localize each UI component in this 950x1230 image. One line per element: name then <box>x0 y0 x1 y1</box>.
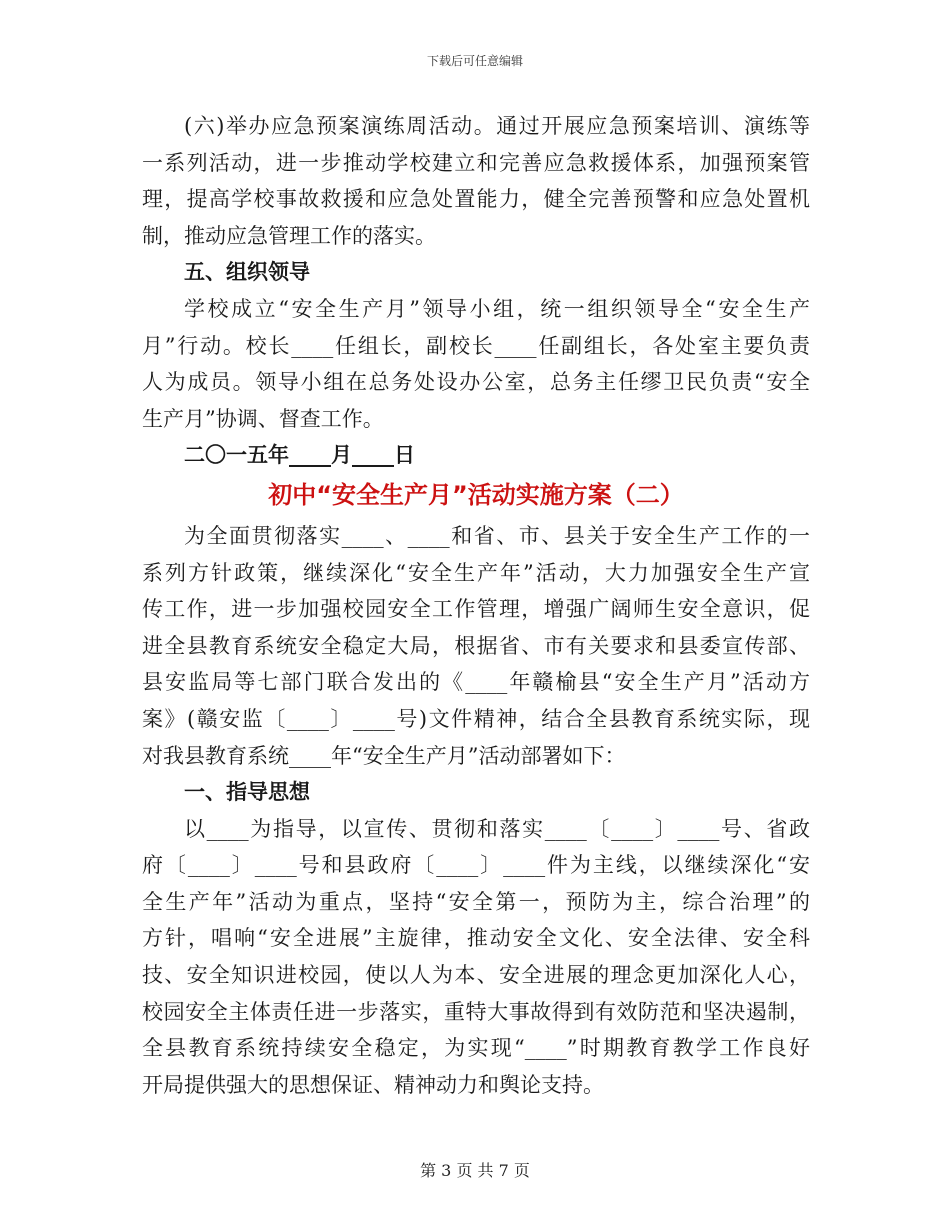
paragraph-line: 技、安全知识进校园，使以人为本、安全进展的理念更加深化人心， <box>142 963 810 988</box>
paragraph-line: 县安监局等七部门联合发出的《____年赣榆县“安全生产月”活动方 <box>142 670 810 695</box>
paragraph-line: 为全面贯彻落实____、____和省、市、县关于安全生产工作的一 <box>184 523 810 548</box>
paragraph-line: 案》(赣安监〔____〕____号)文件精神，结合全县教育系统实际，现 <box>142 706 810 731</box>
paragraph-line: 全县教育系统持续安全稳定，为实现“____”时期教育教学工作良好 <box>142 1036 810 1061</box>
paragraph-organization <box>142 291 810 437</box>
document-title: 初中“安全生产月”活动实施方案（二） <box>268 480 684 509</box>
paragraph-line: 人为成员。领导小组在总务处设办公室，总务主任缪卫民负责“安全 <box>142 370 810 395</box>
paragraph-line: 制，推动应急管理工作的落实。 <box>142 223 436 248</box>
paragraph-line: 传工作，进一步加强校园安全工作管理，增强广阔师生安全意识，促 <box>142 597 810 622</box>
paragraph-line: 月”行动。校长____任组长，副校长____任副组长，各处室主要负责 <box>142 333 810 358</box>
paragraph-intro <box>142 518 810 774</box>
page-header-note: 下载后可任意编辑 <box>426 54 523 68</box>
paragraph-line: 进全县教育系统安全稳定大局，根据省、市有关要求和县委宣传部、 <box>142 633 810 658</box>
document-body <box>142 108 810 1103</box>
paragraph-line: 以____为指导，以宣传、贯彻和落实____〔____〕____号、省政 <box>184 816 810 841</box>
paragraph-line: 理，提高学校事故救援和应急处置能力，健全完善预警和应急处置机 <box>142 187 810 212</box>
paragraph-line: 学校成立“安全生产月”领导小组，统一组织领导全“安全生产 <box>184 296 810 321</box>
paragraph-line: 系列方针政策，继续深化“安全生产年”活动，大力加强安全生产宣 <box>142 560 810 585</box>
page-number: 第 3 页 共 7 页 <box>420 1161 530 1180</box>
paragraph-line: 校园安全主体责任进一步落实，重特大事故得到有效防范和坚决遏制， <box>142 999 810 1024</box>
paragraph-line: 方针，唱响“安全进展”主旋律，推动安全文化、安全法律、安全科 <box>142 926 810 951</box>
paragraph-line: 全生产年”活动为重点，坚持“安全第一，预防为主，综合治理”的 <box>142 889 810 914</box>
paragraph-line: 生产月”协调、督查工作。 <box>142 406 384 431</box>
section-heading-guiding-thought: 一、指导思想 <box>184 780 310 805</box>
paragraph-line: 一系列活动，进一步推动学校建立和完善应急救援体系，加强预案管 <box>142 150 810 175</box>
section-heading-organization: 五、组织领导 <box>184 260 310 285</box>
paragraph-guiding-thought <box>142 811 810 1104</box>
paragraph-item-6 <box>142 108 810 254</box>
paragraph-line: (六)举办应急预案演练周活动。通过开展应急预案培训、演练等 <box>184 114 810 138</box>
paragraph-line: 开局提供强大的思想保证、精神动力和舆论支持。 <box>142 1072 604 1097</box>
signature-date: 二〇一五年____月____日 <box>184 443 415 468</box>
paragraph-line: 对我县教育系统____年“安全生产月”活动部署如下： <box>142 743 626 768</box>
paragraph-line: 府〔____〕____号和县政府〔____〕____件为主线，以继续深化“安 <box>142 853 810 878</box>
